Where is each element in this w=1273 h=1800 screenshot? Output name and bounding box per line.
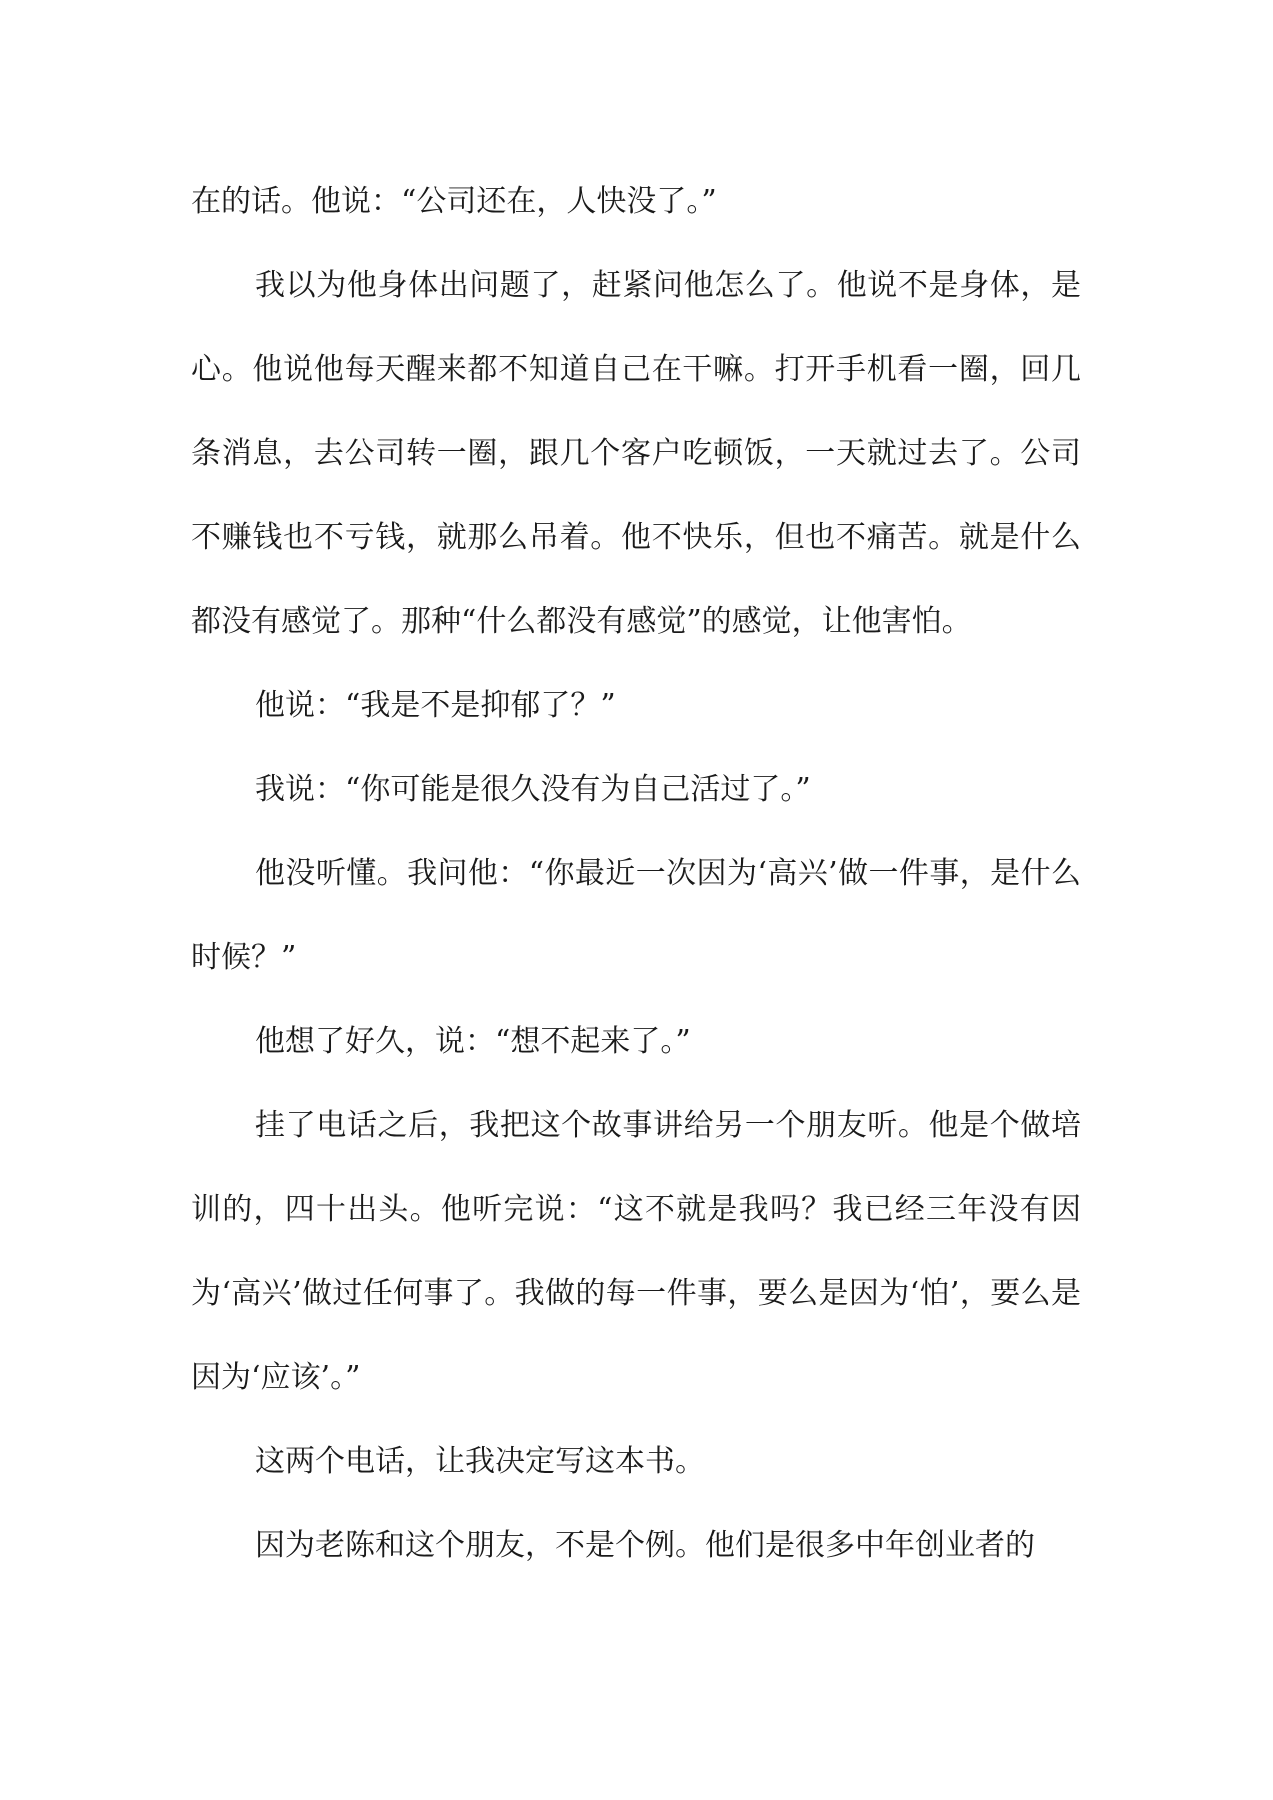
paragraph-4: 我说：“你可能是很久没有为自己活过了。”	[255, 772, 811, 807]
paragraph-3: 他说：“我是不是抑郁了？”	[255, 688, 616, 723]
paragraph-8: 这两个电话，让我决定写这本书。	[255, 1444, 705, 1479]
paragraph-6: 他想了好久，说：“想不起来了。”	[255, 1024, 691, 1059]
paragraph-9: 因为老陈和这个朋友，不是个例。他们是很多中年创业者的	[255, 1528, 1035, 1563]
body-text	[191, 160, 1081, 1588]
paragraph-7: 挂了电话之后，我把这个故事讲给另一个朋友听。他是个做培训的，四十出头。他听完说：“这不就是我吗？我已经三年没有因为‘高兴’做过任何事了。我做的每一件事，要么是因为‘怕’，要么是因为‘应该’。”	[191, 1108, 1081, 1395]
paragraph-2: 我以为他身体出问题了，赶紧问他怎么了。他说不是身体，是心。他说他每天醒来都不知道自己在干嘛。打开手机看一圈，回几条消息，去公司转一圈，跟几个客户吃顿饭，一天就过去了。公司不赚钱也不亏钱，就那么吊着。他不快乐，但也不痛苦。就是什么都没有感觉了。那种“什么都没有感觉”的感觉，让他害怕。	[191, 268, 1081, 639]
paragraph-1: 在的话。他说：“公司还在，人快没了。”	[191, 184, 717, 219]
paragraph-5: 他没听懂。我问他：“你最近一次因为‘高兴’做一件事，是什么时候？”	[191, 856, 1081, 975]
